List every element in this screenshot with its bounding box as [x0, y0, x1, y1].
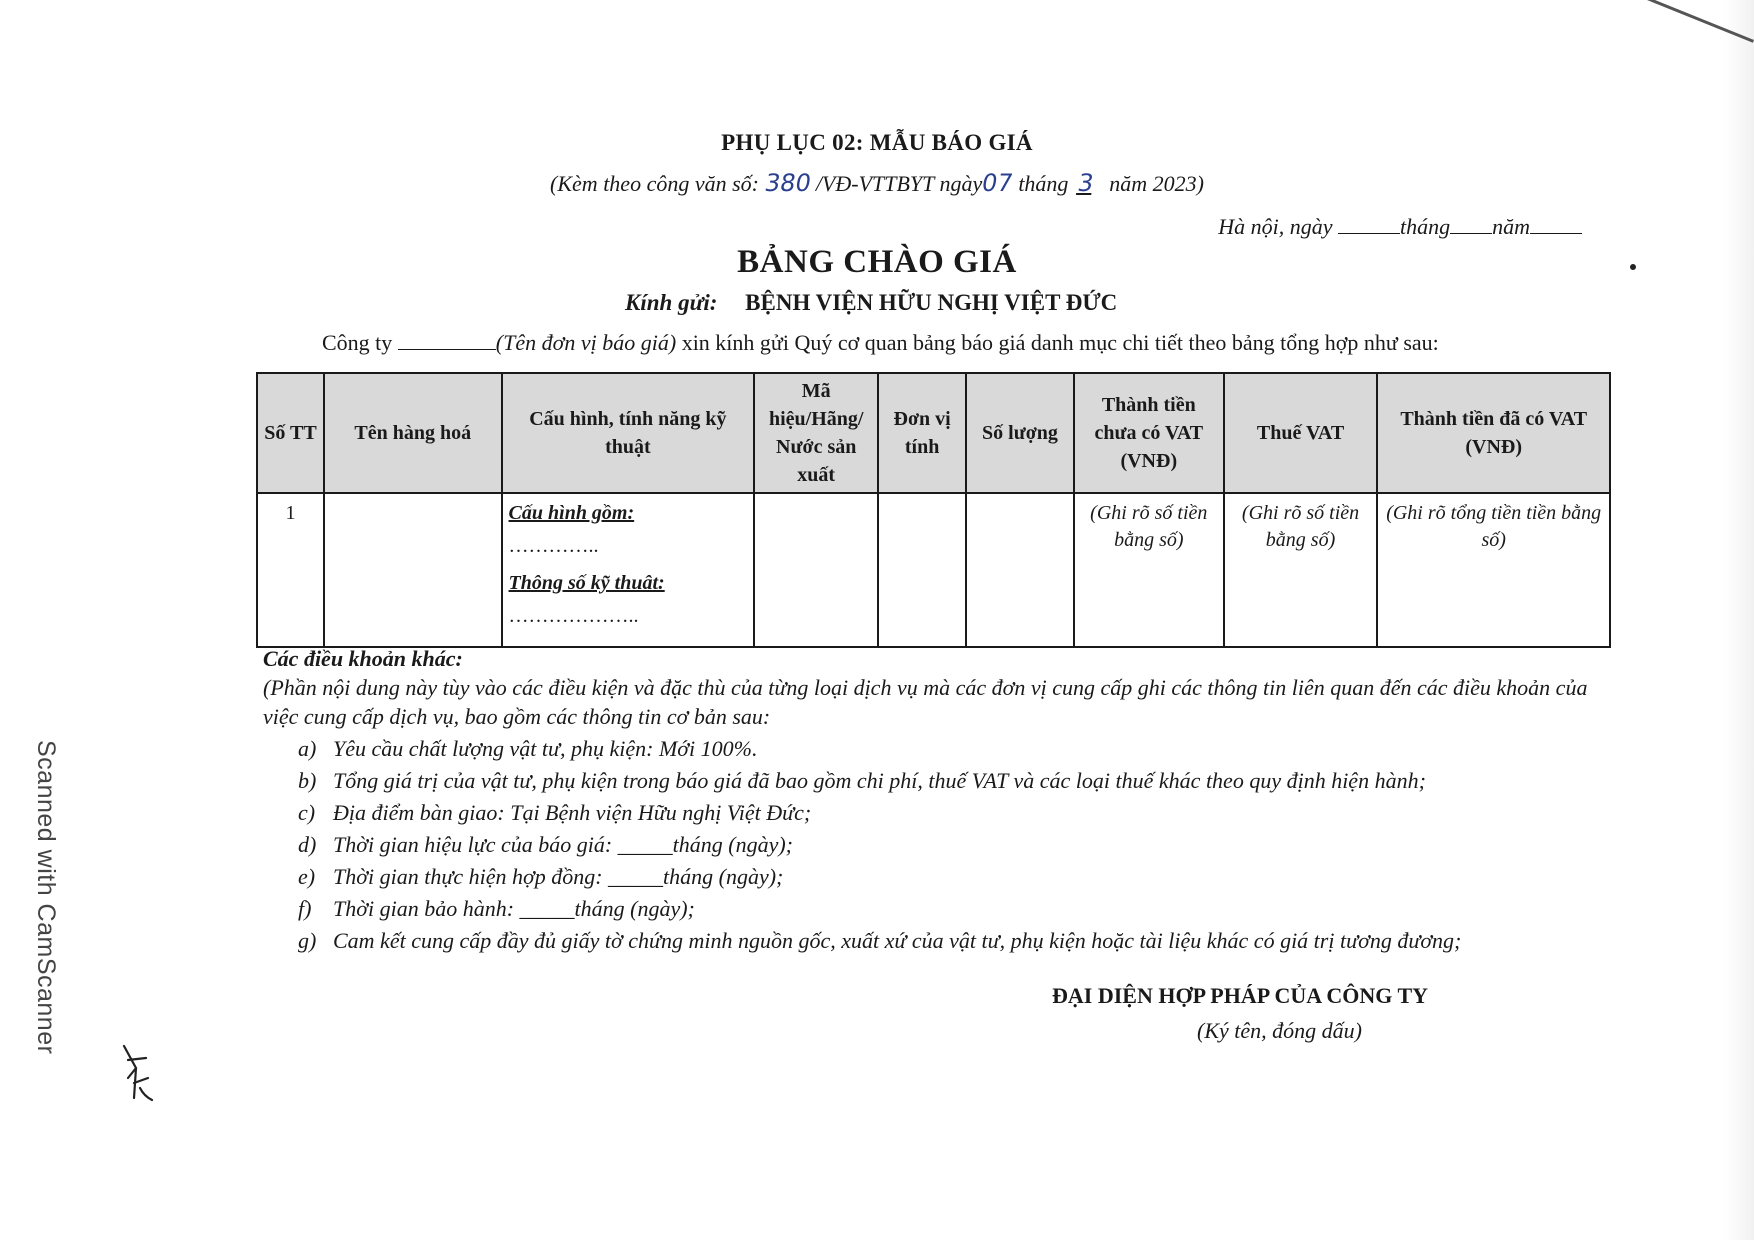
header-brand: Mã hiệu/Hãng/ Nước sản xuất [754, 373, 878, 493]
intro-company: Công ty [322, 330, 393, 355]
term-text: Thời gian hiệu lực của báo giá: _____tháng (ngày); [333, 832, 794, 858]
cell-brand [754, 493, 878, 647]
term-marker: e) [298, 864, 316, 890]
header-unit: Đơn vị tính [878, 373, 966, 493]
greeting-label: Kính gửi: [625, 290, 718, 315]
header-item-name: Tên hàng hoá [324, 373, 502, 493]
header-quantity: Số lượng [966, 373, 1074, 493]
list-item [263, 862, 1603, 891]
greeting [625, 290, 1117, 316]
greeting-recipient: BỆNH VIỆN HỮU NGHỊ VIỆT ĐỨC [745, 290, 1118, 315]
intro-line [322, 330, 1439, 356]
list-item [263, 798, 1603, 827]
annex-ref-prefix: (Kèm theo công văn số: [550, 171, 759, 196]
term-marker: c) [298, 800, 316, 826]
annex-ref-code: /VĐ-VTTBYT ngày [815, 171, 983, 196]
list-item [263, 766, 1603, 795]
config-label: Cấu hình gồm: [508, 502, 635, 524]
annex-title: PHỤ LỤC 02: MẪU BÁO GIÁ [721, 130, 1033, 155]
spec-label: Thông số kỹ thuât: [508, 572, 665, 594]
month-blank [1450, 215, 1492, 234]
signature-note: (Ký tên, đóng dấu) [1197, 1018, 1362, 1043]
scanner-watermark: Scanned with CamScanner [32, 740, 60, 1055]
annex-ref-month: 3 [1075, 169, 1097, 197]
handwritten-initials [118, 1038, 158, 1108]
term-marker: g) [298, 928, 317, 954]
date-year-label: năm [1492, 214, 1530, 239]
cell-stt: 1 [257, 493, 324, 647]
cell-pre-vat: (Ghi rõ số tiền bằng số) [1074, 493, 1224, 647]
intro-placeholder: (Tên đơn vị báo giá) [495, 330, 677, 355]
date-month-label: tháng [1399, 214, 1451, 239]
list-item [263, 926, 1603, 955]
intro-text: xin kính gửi Quý cơ quan bảng báo giá danh mục chi tiết theo bảng tổng hợp như sau: [681, 330, 1439, 355]
list-item [263, 830, 1603, 859]
cell-item-name [324, 493, 502, 647]
table-header-row [257, 373, 1610, 493]
term-text: Thời gian bảo hành: _____tháng (ngày); [333, 896, 695, 922]
term-text: Địa điểm bàn giao: Tại Bệnh viện Hữu nghị Việt Đức; [333, 800, 812, 826]
term-text: Tổng giá trị của vật tư, phụ kiện trong báo giá đã bao gồm chi phí, thuế VAT và các loại thuế khác theo quy định hiện hành; [333, 768, 1426, 794]
signature-title: ĐẠI DIỆN HỢP PHÁP CỦA CÔNG TY [1052, 983, 1429, 1008]
annex-reference [0, 169, 1754, 197]
config-dots: ………….. [508, 535, 599, 557]
terms-heading: Các điều khoản khác: [263, 646, 463, 671]
term-text: Thời gian thực hiện hợp đồng: _____tháng (ngày); [333, 864, 784, 890]
term-marker: b) [298, 768, 317, 794]
term-marker: d) [298, 832, 317, 858]
table-row [257, 493, 1610, 647]
header-total: Thành tiền đã có VAT (VNĐ) [1377, 373, 1610, 493]
cell-total: (Ghi rõ tổng tiền tiền bằng số) [1377, 493, 1610, 647]
day-blank [1338, 215, 1400, 234]
term-marker: f) [298, 896, 312, 922]
year-blank [1530, 215, 1582, 234]
other-terms [263, 644, 1603, 955]
spec-dots: ……………….. [508, 605, 639, 627]
annex-ref-year: năm 2023) [1109, 171, 1204, 196]
header-pre-vat: Thành tiền chưa có VAT (VNĐ) [1074, 373, 1224, 493]
cell-config [502, 493, 755, 647]
header-vat: Thuế VAT [1224, 373, 1378, 493]
date-prefix: Hà nội, ngày [1218, 214, 1333, 239]
list-item [263, 734, 1603, 763]
cell-unit [878, 493, 966, 647]
company-blank [398, 331, 496, 350]
header-config: Cấu hình, tính năng kỹ thuật [502, 373, 755, 493]
annex-ref-day: 07 [979, 169, 1016, 197]
annex-ref-month-label: tháng [1018, 171, 1069, 196]
terms-intro: (Phần nội dung này tùy vào các điều kiện và đặc thù của từng loại dịch vụ mà các đơn vị cung cấp ghi các thông tin liên quan đến các điều khoản của việc cung cấp dịch vụ, bao gồm các thông tin cơ bản sau: [263, 675, 1588, 730]
cell-vat: (Ghi rõ số tiền bằng số) [1224, 493, 1378, 647]
quote-table [256, 372, 1611, 648]
date-line [1218, 214, 1582, 240]
page-title: BẢNG CHÀO GIÁ [737, 244, 1017, 280]
term-text: Yêu cầu chất lượng vật tư, phụ kiện: Mới 100%. [333, 736, 758, 762]
term-text: Cam kết cung cấp đầy đủ giấy tờ chứng minh nguồn gốc, xuất xứ của vật tư, phụ kiện hoặc tài liệu khác có giá trị tương đương; [333, 928, 1462, 954]
annex-ref-number: 380 [762, 169, 813, 197]
cell-quantity [966, 493, 1074, 647]
header-stt: Số TT [257, 373, 324, 493]
term-marker: a) [298, 736, 317, 762]
terms-list [263, 734, 1603, 955]
list-item [263, 894, 1603, 923]
